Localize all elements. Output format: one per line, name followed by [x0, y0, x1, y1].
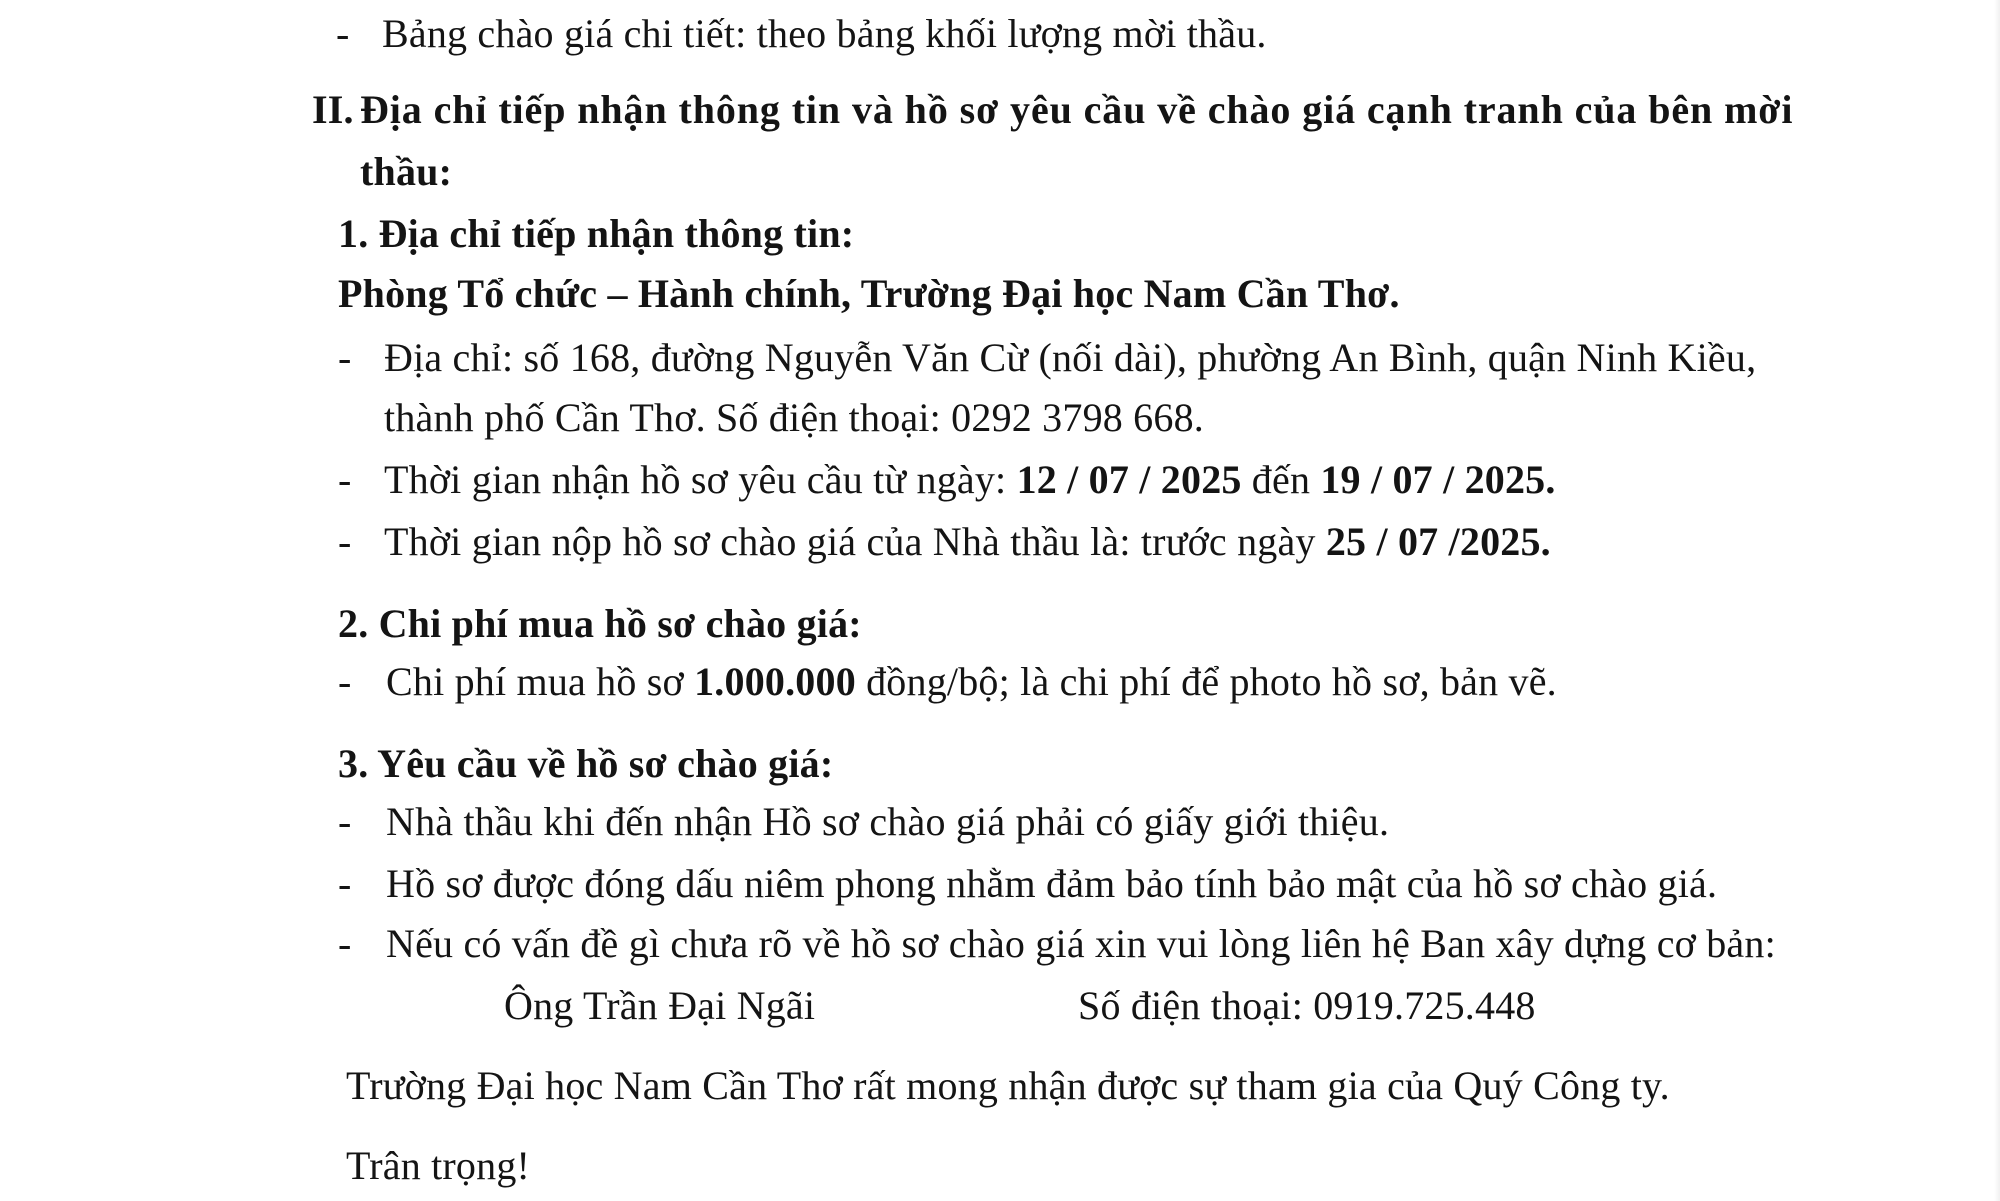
section-ii-number: II. [312, 87, 354, 132]
receive-mid: đến [1241, 457, 1321, 502]
receive-from-date: 12 / 07 / 2025 [1016, 457, 1242, 502]
bullet-dash: - [336, 11, 350, 56]
scan-edge-shadow [1994, 0, 2000, 1201]
address-line1: Địa chỉ: số 168, đường Nguyễn Văn Cừ (nối dài), phường An Bình, quận Ninh Kiều, [384, 335, 1757, 380]
cost-amount: 1.000.000 [694, 659, 856, 704]
submit-date: 25 / 07 /2025. [1325, 519, 1551, 564]
section-ii-title-line2: thầu: [360, 149, 453, 194]
item3-heading: 3. Yêu cầu về hồ sơ chào giá: [338, 741, 834, 786]
item2-heading: 2. Chi phí mua hồ sơ chào giá: [338, 601, 862, 646]
regards: Trân trọng! [346, 1143, 531, 1188]
bullet-dash: - [338, 921, 352, 966]
bang-chao-gia-line: Bảng chào giá chi tiết: theo bảng khối lượng mời thầu. [382, 11, 1267, 56]
cost-prefix: Chi phí mua hồ sơ [386, 659, 695, 704]
bullet-dash: - [338, 457, 352, 502]
cost-line [386, 658, 1557, 706]
closing-sentence: Trường Đại học Nam Cần Thơ rất mong nhận được sự tham gia của Quý Công ty. [346, 1063, 1670, 1108]
requirement-2: Hồ sơ được đóng dấu niêm phong nhằm đảm bảo tính bảo mật của hồ sơ chào giá. [386, 861, 1718, 906]
bullet-dash: - [338, 659, 352, 704]
submit-time-line [384, 518, 1551, 566]
receive-time-line [384, 456, 1556, 504]
cost-suffix: đồng/bộ; là chi phí để photo hồ sơ, bản vẽ. [855, 659, 1557, 704]
section-ii-title-line1: Địa chỉ tiếp nhận thông tin và hồ sơ yêu cầu về chào giá cạnh tranh của bên mời [360, 87, 1794, 132]
bullet-dash: - [338, 799, 352, 844]
requirement-1: Nhà thầu khi đến nhận Hồ sơ chào giá phải có giấy giới thiệu. [386, 799, 1390, 844]
receive-to-date: 19 / 07 / 2025. [1320, 457, 1556, 502]
submit-prefix: Thời gian nộp hồ sơ chào giá của Nhà thầu là: trước ngày [384, 519, 1326, 564]
bullet-dash: - [338, 519, 352, 564]
receive-prefix: Thời gian nhận hồ sơ yêu cầu từ ngày: [384, 457, 1017, 502]
bullet-dash: - [338, 335, 352, 380]
contact-phone: Số điện thoại: 0919.725.448 [1078, 983, 1536, 1028]
bullet-dash: - [338, 861, 352, 906]
address-line2: thành phố Cần Thơ. Số điện thoại: 0292 3798 668. [384, 395, 1204, 440]
contact-name: Ông Trần Đại Ngãi [504, 983, 816, 1028]
office-name: Phòng Tổ chức – Hành chính, Trường Đại học Nam Cần Thơ. [338, 271, 1400, 316]
requirement-3: Nếu có vấn đề gì chưa rõ về hồ sơ chào giá xin vui lòng liên hệ Ban xây dựng cơ bản: [386, 921, 1776, 966]
item1-heading: 1. Địa chỉ tiếp nhận thông tin: [338, 211, 855, 256]
